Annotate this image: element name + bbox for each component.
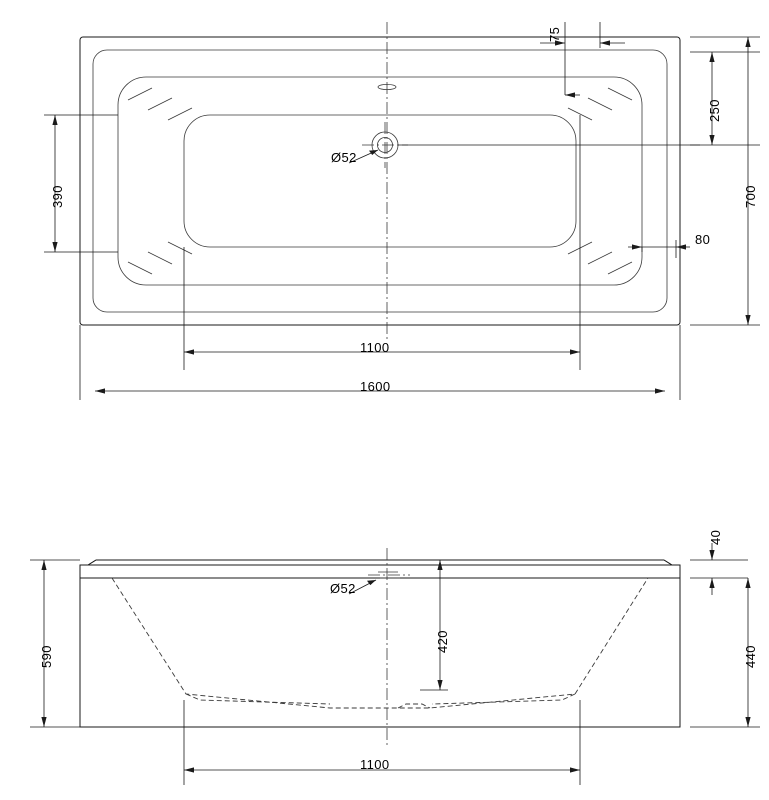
dim-label-390: 390 <box>50 185 65 208</box>
dim-label-75: 75 <box>547 26 562 42</box>
dim-label-diameter-52-top: Ø52 <box>331 150 357 165</box>
dim-label-590: 590 <box>39 645 54 668</box>
dim-label-440: 440 <box>743 645 758 668</box>
dim-label-80: 80 <box>695 232 711 247</box>
dim-label-700: 700 <box>743 185 758 208</box>
front-view-group <box>30 543 760 785</box>
dim-label-1100-top: 1100 <box>360 340 390 355</box>
dim-label-1100-front: 1100 <box>360 757 390 772</box>
dim-label-40: 40 <box>708 529 723 545</box>
dim-label-420: 420 <box>435 630 450 653</box>
dim-label-250: 250 <box>707 99 722 122</box>
top-view-group <box>44 22 760 400</box>
dim-label-1600: 1600 <box>360 379 391 394</box>
dim-label-diameter-52-front: Ø52 <box>330 581 356 596</box>
